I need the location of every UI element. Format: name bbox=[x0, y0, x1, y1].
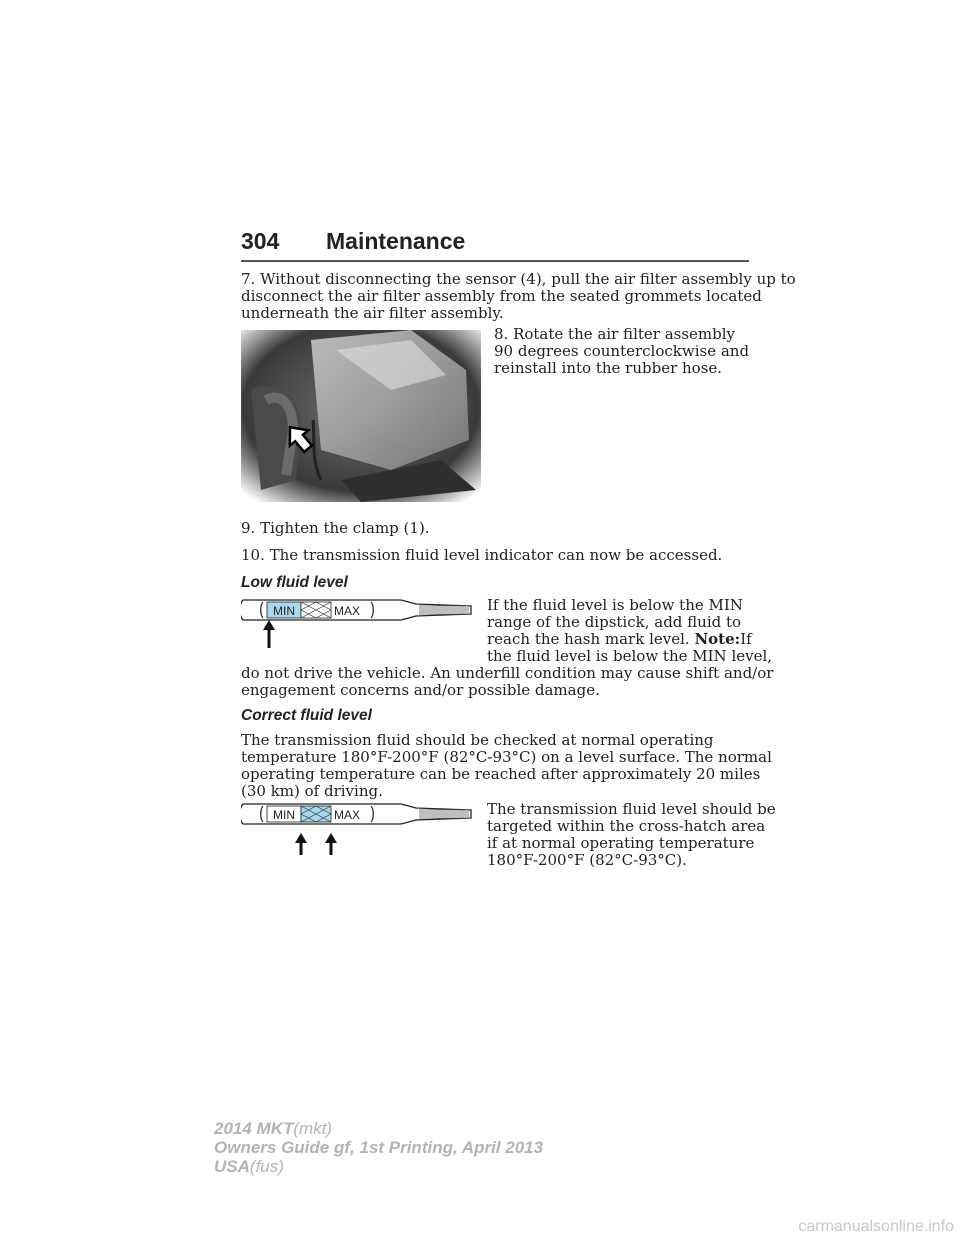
text-line: operating temperature can be reached after approximately 20 miles bbox=[241, 765, 761, 783]
footer bbox=[214, 1119, 543, 1176]
text-line: (30 km) of driving. bbox=[241, 782, 383, 800]
dipstick-low-diagram bbox=[241, 594, 481, 664]
text-line: disconnect the air filter assembly from the seated grommets located bbox=[241, 287, 762, 305]
dipstick-correct-diagram bbox=[241, 800, 481, 886]
footer-code: (mkt) bbox=[293, 1119, 333, 1138]
text-line: engagement concerns and/or possible damage. bbox=[241, 681, 600, 699]
footer-model: 2014 MKT bbox=[214, 1119, 294, 1138]
text-line: the fluid level is below the MIN level, bbox=[487, 647, 773, 665]
arrow-up-icon bbox=[295, 833, 307, 855]
watermark: carmanualsonline.info bbox=[798, 1218, 954, 1235]
step-9: 9. Tighten the clamp (1). bbox=[241, 519, 430, 537]
text-line bbox=[487, 631, 772, 648]
arrow-up-icon bbox=[325, 833, 337, 855]
step-7 bbox=[241, 271, 796, 322]
max-label: MAX bbox=[333, 808, 361, 822]
text-line: 7. Without disconnecting the sensor (4), pull the air filter assembly up to bbox=[241, 270, 796, 288]
text-line: targeted within the cross-hatch area bbox=[487, 817, 766, 835]
note-label: Note: bbox=[694, 630, 741, 648]
correct-fluid-heading: Correct fluid level bbox=[241, 707, 372, 724]
section-title: Maintenance bbox=[326, 228, 466, 254]
text-line: The transmission fluid level should be bbox=[487, 800, 776, 818]
low-fluid-warning bbox=[241, 665, 773, 699]
step-10: 10. The transmission fluid level indicator can now be accessed. bbox=[241, 546, 723, 564]
text-line: if at normal operating temperature bbox=[487, 834, 755, 852]
text-line: 8. Rotate the air filter assembly bbox=[494, 325, 736, 343]
text-fragment: reach the hash mark level. bbox=[487, 630, 690, 648]
text-line: 180°F-200°F (82°C-93°C). bbox=[487, 851, 687, 869]
footer-line bbox=[214, 1119, 543, 1138]
air-filter-photo bbox=[241, 330, 481, 502]
correct-fluid-text bbox=[487, 801, 776, 869]
low-fluid-text bbox=[487, 597, 772, 665]
footer-line bbox=[214, 1157, 543, 1176]
arrow-up-icon bbox=[263, 620, 275, 648]
header-rule bbox=[241, 260, 749, 262]
text-line: If the fluid level is below the MIN bbox=[487, 596, 743, 614]
footer-market: USA bbox=[214, 1157, 250, 1176]
min-label: MIN bbox=[273, 808, 295, 822]
footer-code: (fus) bbox=[249, 1157, 284, 1176]
text-line: reinstall into the rubber hose. bbox=[494, 359, 723, 377]
min-label: MIN bbox=[273, 604, 295, 618]
page-number: 304 bbox=[241, 228, 280, 254]
text-fragment: If bbox=[740, 630, 752, 648]
text-line: underneath the air filter assembly. bbox=[241, 304, 504, 322]
text-line: The transmission fluid should be checked at normal operating bbox=[241, 731, 714, 749]
step-8 bbox=[494, 326, 749, 377]
text-line: 90 degrees counterclockwise and bbox=[494, 342, 750, 360]
correct-fluid-intro bbox=[241, 732, 772, 800]
footer-line: Owners Guide gf, 1st Printing, April 2013 bbox=[214, 1138, 544, 1157]
text-line: temperature 180°F-200°F (82°C-93°C) on a level surface. The normal bbox=[241, 748, 772, 766]
low-fluid-heading: Low fluid level bbox=[241, 574, 348, 591]
text-line: do not drive the vehicle. An underfill condition may cause shift and/or bbox=[241, 664, 774, 682]
text-line: range of the dipstick, add fluid to bbox=[487, 613, 742, 631]
max-label: MAX bbox=[333, 604, 361, 618]
